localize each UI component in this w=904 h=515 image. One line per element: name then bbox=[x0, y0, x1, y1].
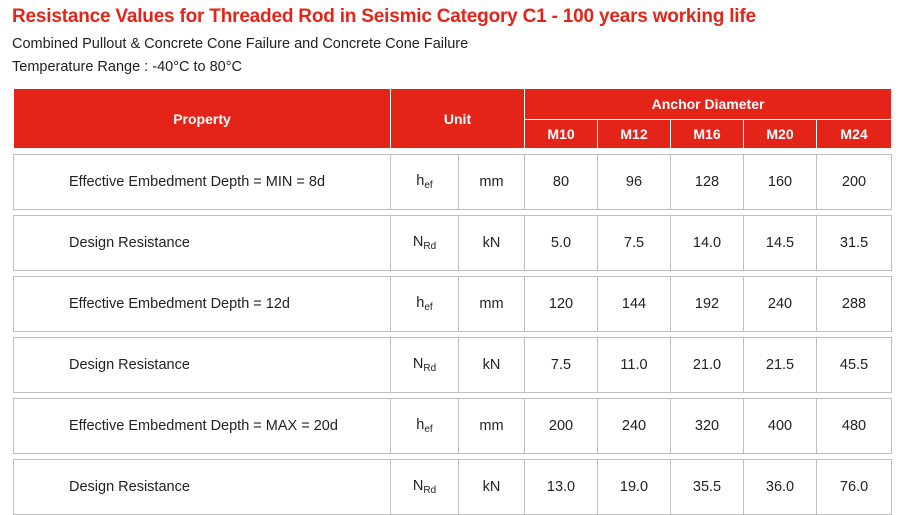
unit-cell: kN bbox=[459, 216, 525, 271]
header-anchor-diameter: Anchor Diameter bbox=[525, 89, 892, 120]
page-title: Resistance Values for Threaded Rod in Seismic Category C1 - 100 years working life bbox=[12, 6, 756, 27]
unit-cell: mm bbox=[459, 399, 525, 454]
value-cell: 21.0 bbox=[671, 338, 744, 393]
value-cell: 288 bbox=[817, 277, 892, 332]
symbol-letter: N bbox=[412, 478, 424, 494]
unit-cell: mm bbox=[459, 277, 525, 332]
header-diameter: M24 bbox=[817, 120, 892, 149]
value-cell: 13.0 bbox=[525, 460, 598, 515]
value-cell: 400 bbox=[744, 399, 817, 454]
table-row bbox=[14, 338, 892, 393]
header-diameter: M16 bbox=[671, 120, 744, 149]
property-cell: Effective Embedment Depth = MIN = 8d bbox=[14, 155, 391, 210]
table-row bbox=[14, 399, 892, 454]
symbol-cell bbox=[391, 399, 459, 454]
value-cell: 200 bbox=[525, 399, 598, 454]
symbol-letter: N bbox=[412, 234, 424, 250]
value-cell: 5.0 bbox=[525, 216, 598, 271]
symbol-letter: h bbox=[416, 417, 425, 433]
symbol-letter: h bbox=[416, 295, 425, 311]
symbol-letter: N bbox=[412, 356, 424, 372]
resistance-table bbox=[13, 88, 892, 515]
property-cell: Design Resistance bbox=[14, 216, 391, 271]
value-cell: 45.5 bbox=[817, 338, 892, 393]
value-cell: 11.0 bbox=[598, 338, 671, 393]
value-cell: 96 bbox=[598, 155, 671, 210]
value-cell: 21.5 bbox=[744, 338, 817, 393]
value-cell: 320 bbox=[671, 399, 744, 454]
table-row bbox=[14, 155, 892, 210]
unit-cell: kN bbox=[459, 460, 525, 515]
symbol-subscript: ef bbox=[424, 302, 433, 313]
symbol-cell bbox=[391, 338, 459, 393]
symbol-cell bbox=[391, 460, 459, 515]
symbol-subscript: Rd bbox=[423, 241, 437, 252]
symbol-subscript: Rd bbox=[423, 363, 437, 374]
symbol-subscript: ef bbox=[424, 180, 433, 191]
header-property: Property bbox=[14, 89, 391, 149]
value-cell: 14.5 bbox=[744, 216, 817, 271]
unit-cell: mm bbox=[459, 155, 525, 210]
value-cell: 36.0 bbox=[744, 460, 817, 515]
property-cell: Design Resistance bbox=[14, 338, 391, 393]
unit-cell: kN bbox=[459, 338, 525, 393]
value-cell: 120 bbox=[525, 277, 598, 332]
symbol-cell bbox=[391, 277, 459, 332]
value-cell: 80 bbox=[525, 155, 598, 210]
symbol-cell bbox=[391, 155, 459, 210]
value-cell: 31.5 bbox=[817, 216, 892, 271]
value-cell: 192 bbox=[671, 277, 744, 332]
table-row bbox=[14, 460, 892, 515]
value-cell: 7.5 bbox=[525, 338, 598, 393]
symbol-subscript: ef bbox=[424, 424, 433, 435]
value-cell: 7.5 bbox=[598, 216, 671, 271]
value-cell: 35.5 bbox=[671, 460, 744, 515]
table-row bbox=[14, 277, 892, 332]
value-cell: 14.0 bbox=[671, 216, 744, 271]
symbol-letter: h bbox=[416, 173, 425, 189]
header-diameter: M10 bbox=[525, 120, 598, 149]
table-body bbox=[14, 149, 892, 515]
value-cell: 240 bbox=[598, 399, 671, 454]
value-cell: 128 bbox=[671, 155, 744, 210]
value-cell: 160 bbox=[744, 155, 817, 210]
value-cell: 200 bbox=[817, 155, 892, 210]
value-cell: 76.0 bbox=[817, 460, 892, 515]
header-diameter: M12 bbox=[598, 120, 671, 149]
temperature-range: Temperature Range : -40°C to 80°C bbox=[12, 59, 243, 75]
page-subtitle: Combined Pullout & Concrete Cone Failure and Concrete Cone Failure bbox=[12, 36, 469, 52]
symbol-subscript: Rd bbox=[423, 485, 437, 496]
value-cell: 19.0 bbox=[598, 460, 671, 515]
table-row bbox=[14, 216, 892, 271]
property-cell: Effective Embedment Depth = MAX = 20d bbox=[14, 399, 391, 454]
value-cell: 240 bbox=[744, 277, 817, 332]
symbol-cell bbox=[391, 216, 459, 271]
header-unit: Unit bbox=[391, 89, 525, 149]
header-diameter: M20 bbox=[744, 120, 817, 149]
value-cell: 480 bbox=[817, 399, 892, 454]
value-cell: 144 bbox=[598, 277, 671, 332]
property-cell: Design Resistance bbox=[14, 460, 391, 515]
property-cell: Effective Embedment Depth = 12d bbox=[14, 277, 391, 332]
